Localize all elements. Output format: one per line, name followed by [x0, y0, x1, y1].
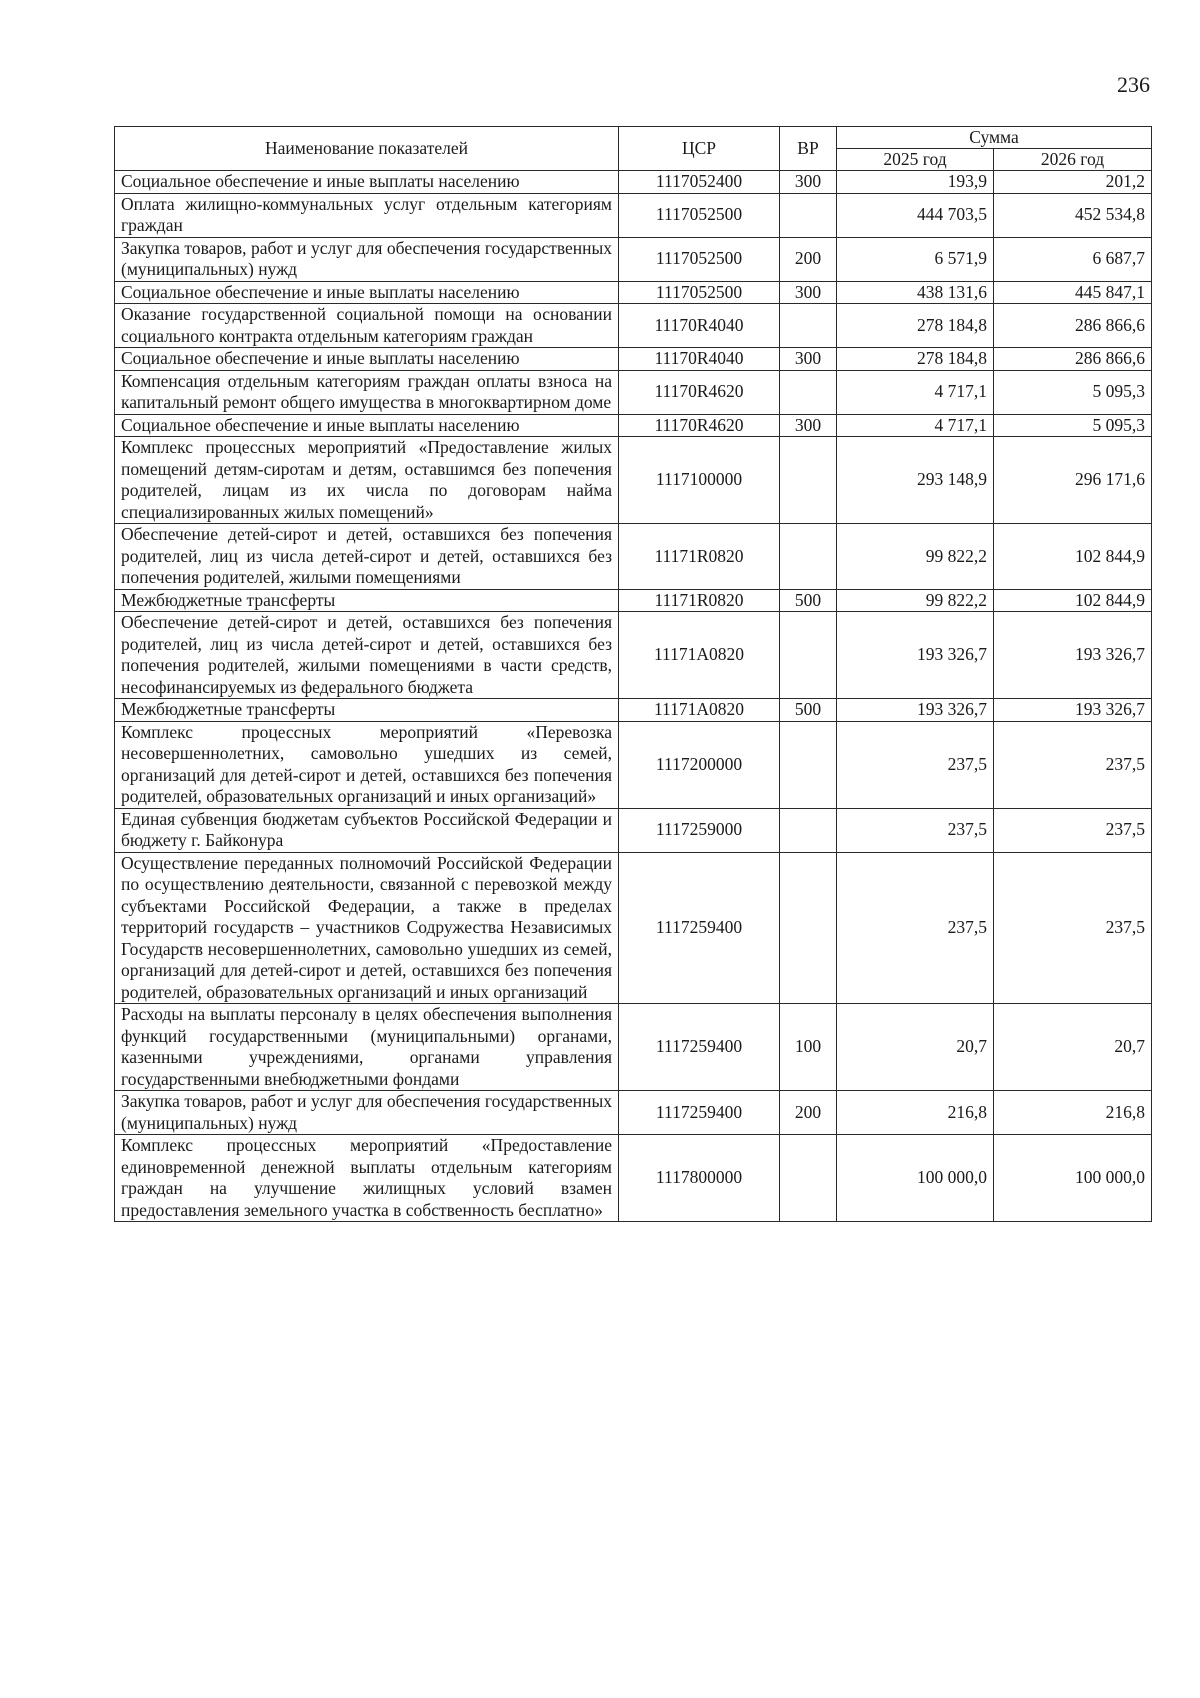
row-vr-cell: [780, 193, 837, 237]
row-vr-cell: 500: [780, 699, 837, 722]
row-csr-cell: 11171R0820: [619, 589, 780, 612]
row-csr-cell: 11170R4040: [619, 348, 780, 371]
row-vr-cell: [780, 370, 837, 414]
row-amount-2026-cell: 193 326,7: [994, 699, 1152, 722]
table-row: [115, 414, 1152, 437]
table-row: [115, 281, 1152, 304]
header-vr: ВР: [780, 127, 837, 171]
row-amount-2026-cell: 100 000,0: [994, 1135, 1152, 1222]
row-amount-2025-cell: 216,8: [837, 1091, 994, 1135]
table-row: [115, 370, 1152, 414]
row-vr-cell: 300: [780, 348, 837, 371]
row-amount-2025-cell: 237,5: [837, 808, 994, 852]
row-amount-2026-cell: 102 844,9: [994, 524, 1152, 590]
row-name-cell: Социальное обеспечение и иные выплаты населению: [115, 281, 619, 304]
header-year-2025: 2025 год: [837, 149, 994, 171]
row-vr-cell: [780, 721, 837, 808]
row-vr-cell: 200: [780, 1091, 837, 1135]
row-amount-2025-cell: 4 717,1: [837, 414, 994, 437]
budget-table: [114, 126, 1152, 1222]
row-csr-cell: 1117052500: [619, 237, 780, 281]
table-row: [115, 612, 1152, 699]
table-row: [115, 589, 1152, 612]
table-row: [115, 304, 1152, 348]
row-amount-2026-cell: 20,7: [994, 1004, 1152, 1091]
header-name: Наименование показателей: [115, 127, 619, 171]
row-name-cell: Межбюджетные трансферты: [115, 699, 619, 722]
table-row: [115, 348, 1152, 371]
row-amount-2025-cell: 20,7: [837, 1004, 994, 1091]
row-csr-cell: 1117800000: [619, 1135, 780, 1222]
row-amount-2026-cell: 237,5: [994, 852, 1152, 1004]
row-name-cell: Закупка товаров, работ и услуг для обеспечения государственных (муниципальных) нужд: [115, 1091, 619, 1135]
row-vr-cell: [780, 1135, 837, 1222]
row-amount-2025-cell: 438 131,6: [837, 281, 994, 304]
header-year-2026: 2026 год: [994, 149, 1152, 171]
row-amount-2025-cell: 237,5: [837, 721, 994, 808]
row-amount-2026-cell: 296 171,6: [994, 437, 1152, 524]
row-amount-2026-cell: 216,8: [994, 1091, 1152, 1135]
row-amount-2025-cell: 193,9: [837, 171, 994, 194]
row-csr-cell: 1117100000: [619, 437, 780, 524]
row-amount-2026-cell: 5 095,3: [994, 370, 1152, 414]
row-name-cell: Социальное обеспечение и иные выплаты населению: [115, 171, 619, 194]
row-name-cell: Комплекс процессных мероприятий «Предоставление жилых помещений детям-сиротам и детям, оставшимся без попечения родителей, лицам из их числа по договорам найма специализированных жилых помещений»: [115, 437, 619, 524]
row-vr-cell: 200: [780, 237, 837, 281]
table-row: [115, 524, 1152, 590]
header-csr: ЦСР: [619, 127, 780, 171]
row-name-cell: Расходы на выплаты персоналу в целях обеспечения выполнения функций государственными (муниципальными) органами, казенными учреждениями, органами управления государственными внебюджетными фондами: [115, 1004, 619, 1091]
table-row: [115, 721, 1152, 808]
row-csr-cell: 11171A0820: [619, 699, 780, 722]
table-row: [115, 852, 1152, 1004]
row-csr-cell: 11171R0820: [619, 524, 780, 590]
row-vr-cell: [780, 808, 837, 852]
row-csr-cell: 1117259000: [619, 808, 780, 852]
row-amount-2026-cell: 6 687,7: [994, 237, 1152, 281]
row-name-cell: Компенсация отдельным категориям граждан оплаты взноса на капитальный ремонт общего имущества в многоквартирном доме: [115, 370, 619, 414]
row-vr-cell: [780, 304, 837, 348]
row-csr-cell: 1117052500: [619, 193, 780, 237]
row-amount-2025-cell: 278 184,8: [837, 348, 994, 371]
table-row: [115, 1091, 1152, 1135]
row-name-cell: Межбюджетные трансферты: [115, 589, 619, 612]
table-row: [115, 808, 1152, 852]
table-row: [115, 437, 1152, 524]
row-csr-cell: 1117200000: [619, 721, 780, 808]
row-csr-cell: 11170R4620: [619, 414, 780, 437]
row-csr-cell: 1117259400: [619, 1091, 780, 1135]
row-amount-2026-cell: 193 326,7: [994, 612, 1152, 699]
row-amount-2025-cell: 193 326,7: [837, 612, 994, 699]
row-vr-cell: [780, 524, 837, 590]
row-amount-2026-cell: 237,5: [994, 721, 1152, 808]
table-row: [115, 1135, 1152, 1222]
row-amount-2025-cell: 193 326,7: [837, 699, 994, 722]
row-name-cell: Обеспечение детей-сирот и детей, оставшихся без попечения родителей, лиц из числа детей-сирот и детей, оставшихся без попечения родителей, жилыми помещениями: [115, 524, 619, 590]
table-row: [115, 171, 1152, 194]
row-name-cell: Социальное обеспечение и иные выплаты населению: [115, 414, 619, 437]
row-name-cell: Осуществление переданных полномочий Российской Федерации по осуществлению деятельности, связанной с перевозкой между субъектами Российской Федерации, а также в пределах территорий государств – участников Содружества Независимых Государств несовершеннолетних, самовольно ушедших из семей, организаций для детей-сирот и детей, оставшихся без попечения родителей, образовательных организаций и иных организаций: [115, 852, 619, 1004]
row-csr-cell: 1117259400: [619, 1004, 780, 1091]
table-row: [115, 237, 1152, 281]
row-amount-2026-cell: 286 866,6: [994, 348, 1152, 371]
row-csr-cell: 11170R4040: [619, 304, 780, 348]
table-header: [115, 127, 1152, 171]
row-name-cell: Социальное обеспечение и иные выплаты населению: [115, 348, 619, 371]
row-amount-2025-cell: 278 184,8: [837, 304, 994, 348]
row-vr-cell: 300: [780, 281, 837, 304]
row-vr-cell: [780, 852, 837, 1004]
row-csr-cell: 1117052400: [619, 171, 780, 194]
row-name-cell: Закупка товаров, работ и услуг для обеспечения государственных (муниципальных) нужд: [115, 237, 619, 281]
row-amount-2025-cell: 6 571,9: [837, 237, 994, 281]
row-vr-cell: 300: [780, 171, 837, 194]
table-body: [115, 171, 1152, 1222]
table-row: [115, 193, 1152, 237]
row-vr-cell: [780, 437, 837, 524]
row-amount-2026-cell: 5 095,3: [994, 414, 1152, 437]
row-name-cell: Комплекс процессных мероприятий «Предоставление единовременной денежной выплаты отдельным категориям граждан на улучшение жилищных условий взамен предоставления земельного участка в собственность бесплатно»: [115, 1135, 619, 1222]
row-name-cell: Оплата жилищно-коммунальных услуг отдельным категориям граждан: [115, 193, 619, 237]
row-amount-2025-cell: 99 822,2: [837, 589, 994, 612]
row-csr-cell: 1117052500: [619, 281, 780, 304]
row-name-cell: Оказание государственной социальной помощи на основании социального контракта отдельным категориям граждан: [115, 304, 619, 348]
header-sum: Сумма: [837, 127, 1152, 149]
row-amount-2025-cell: 293 148,9: [837, 437, 994, 524]
row-amount-2026-cell: 452 534,8: [994, 193, 1152, 237]
row-name-cell: Обеспечение детей-сирот и детей, оставшихся без попечения родителей, лиц из числа детей-сирот и детей, оставшихся без попечения родителей, жилыми помещениями в части средств, несофинансируемых из федерального бюджета: [115, 612, 619, 699]
row-name-cell: Единая субвенция бюджетам субъектов Российской Федерации и бюджету г. Байконура: [115, 808, 619, 852]
row-vr-cell: 100: [780, 1004, 837, 1091]
row-amount-2025-cell: 99 822,2: [837, 524, 994, 590]
row-vr-cell: 500: [780, 589, 837, 612]
row-amount-2025-cell: 444 703,5: [837, 193, 994, 237]
row-csr-cell: 1117259400: [619, 852, 780, 1004]
row-vr-cell: 300: [780, 414, 837, 437]
table-row: [115, 699, 1152, 722]
row-csr-cell: 11171A0820: [619, 612, 780, 699]
page-number: 236: [1117, 72, 1150, 97]
row-amount-2025-cell: 4 717,1: [837, 370, 994, 414]
row-amount-2026-cell: 237,5: [994, 808, 1152, 852]
row-amount-2026-cell: 201,2: [994, 171, 1152, 194]
row-amount-2026-cell: 102 844,9: [994, 589, 1152, 612]
row-vr-cell: [780, 612, 837, 699]
row-amount-2026-cell: 286 866,6: [994, 304, 1152, 348]
table-row: [115, 1004, 1152, 1091]
row-amount-2026-cell: 445 847,1: [994, 281, 1152, 304]
row-amount-2025-cell: 100 000,0: [837, 1135, 994, 1222]
row-name-cell: Комплекс процессных мероприятий «Перевозка несовершеннолетних, самовольно ушедших из семей, организаций для детей-сирот и детей, оставшихся без попечения родителей, образовательных организаций и иных организаций»: [115, 721, 619, 808]
row-amount-2025-cell: 237,5: [837, 852, 994, 1004]
row-csr-cell: 11170R4620: [619, 370, 780, 414]
